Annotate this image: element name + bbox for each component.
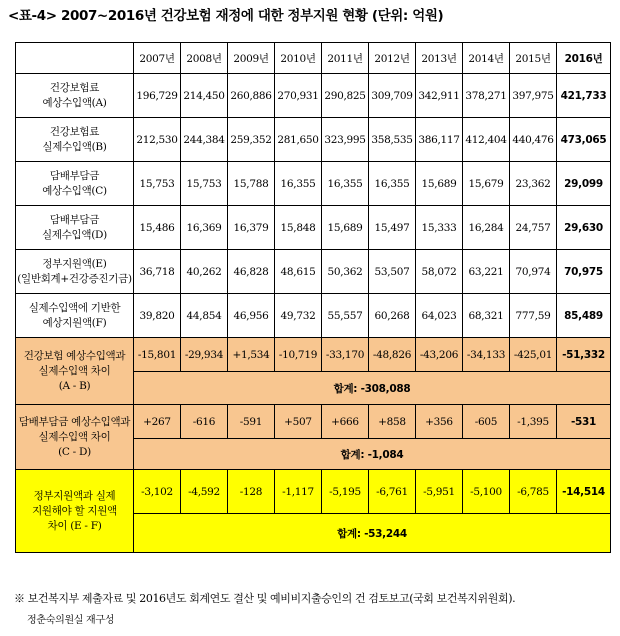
row-label — [16, 162, 134, 206]
value-cell: 40,262 — [181, 250, 228, 294]
table-row — [16, 250, 611, 294]
table-row — [16, 74, 611, 118]
year-header: 2008년 — [181, 43, 228, 74]
value-cell: 58,072 — [416, 250, 463, 294]
value-cell: 64,023 — [416, 294, 463, 338]
value-cell: 15,848 — [275, 206, 322, 250]
table-row — [16, 206, 611, 250]
row-label — [16, 405, 134, 470]
value-cell: 777,59 — [510, 294, 557, 338]
value-cell: 23,362 — [510, 162, 557, 206]
header-corner-cell — [16, 43, 134, 74]
diff-value-cell: -34,133 — [463, 338, 510, 372]
value-cell: 281,650 — [275, 118, 322, 162]
value-cell: 421,733 — [557, 74, 611, 118]
value-cell: 68,321 — [463, 294, 510, 338]
row-label-line: (일반회계+건강증진기금) — [17, 272, 132, 285]
value-cell: 15,333 — [416, 206, 463, 250]
diff-value-cell: -1,395 — [510, 405, 557, 439]
value-cell: 309,709 — [369, 74, 416, 118]
year-header: 2011년 — [322, 43, 369, 74]
row-label-line: 지원해야 할 지원액 — [32, 504, 117, 517]
footnote: ※ 보건복지부 제출자료 및 2016년도 회계연도 결산 및 예비비지출승인의 건 검토보고(국회 보건복지위원회). — [14, 592, 516, 605]
value-cell: 358,535 — [369, 118, 416, 162]
row-label-line: (C - D) — [58, 445, 91, 458]
diff-value-cell: +267 — [134, 405, 181, 439]
value-cell: 15,486 — [134, 206, 181, 250]
diff-value-cell: -5,951 — [416, 470, 463, 514]
year-header: 2015년 — [510, 43, 557, 74]
diff-value-cell: +356 — [416, 405, 463, 439]
diff_ab-row — [16, 338, 611, 372]
diff-value-cell: -605 — [463, 405, 510, 439]
value-cell: 50,362 — [322, 250, 369, 294]
diff-value-cell: -29,934 — [181, 338, 228, 372]
diff-value-cell: -6,761 — [369, 470, 416, 514]
value-cell: 397,975 — [510, 74, 557, 118]
value-cell: 15,497 — [369, 206, 416, 250]
value-cell: 15,689 — [322, 206, 369, 250]
table-row — [16, 294, 611, 338]
row-label-line: 차이 (E - F) — [47, 519, 102, 532]
row-label-line: 예상수입액(A) — [42, 96, 107, 109]
diff-value-cell: -591 — [228, 405, 275, 439]
row-label — [16, 118, 134, 162]
value-cell: 342,911 — [416, 74, 463, 118]
row-label — [16, 338, 134, 405]
value-cell: 440,476 — [510, 118, 557, 162]
value-cell: 55,557 — [322, 294, 369, 338]
diff-value-cell: -43,206 — [416, 338, 463, 372]
row-label — [16, 250, 134, 294]
value-cell: 212,530 — [134, 118, 181, 162]
value-cell: 16,369 — [181, 206, 228, 250]
value-cell: 260,886 — [228, 74, 275, 118]
value-cell: 29,630 — [557, 206, 611, 250]
diff-value-cell: -531 — [557, 405, 611, 439]
row-label-line: 정부지원액과 실제 — [33, 489, 116, 502]
diff-value-cell: -4,592 — [181, 470, 228, 514]
row-label-line: 실제수입액 차이 — [38, 364, 111, 377]
row-label-line: 실제수입액 차이 — [38, 430, 111, 443]
row-label-line: 건강보험료 — [49, 81, 100, 94]
value-cell: 16,379 — [228, 206, 275, 250]
diff-value-cell: -1,117 — [275, 470, 322, 514]
diff-value-cell: -15,801 — [134, 338, 181, 372]
value-cell: 63,221 — [463, 250, 510, 294]
diff-value-cell: -14,514 — [557, 470, 611, 514]
diff-value-cell: +666 — [322, 405, 369, 439]
value-cell: 24,757 — [510, 206, 557, 250]
row-label-line: 실제수입액(D) — [42, 228, 107, 241]
diff-value-cell: -33,170 — [322, 338, 369, 372]
row-label-line: 예상수입액(C) — [42, 184, 107, 197]
total-cell: 합계: -53,244 — [134, 514, 611, 553]
value-cell: 85,489 — [557, 294, 611, 338]
row-label-line: 담배부담금 — [49, 169, 100, 182]
value-cell: 196,729 — [134, 74, 181, 118]
value-cell: 16,355 — [369, 162, 416, 206]
row-label — [16, 470, 134, 553]
source-credit: 정춘숙의원실 재구성 — [27, 615, 115, 626]
row-label-line: 실제수입액에 기반한 — [28, 301, 121, 314]
value-cell: 39,820 — [134, 294, 181, 338]
header-row — [16, 43, 611, 74]
diff_cd-row — [16, 405, 611, 439]
total-cell: 합계: -308,088 — [134, 372, 611, 405]
diff-value-cell: -3,102 — [134, 470, 181, 514]
diff-value-cell: -5,100 — [463, 470, 510, 514]
table-row — [16, 118, 611, 162]
value-cell: 214,450 — [181, 74, 228, 118]
year-header: 2009년 — [228, 43, 275, 74]
value-cell: 378,271 — [463, 74, 510, 118]
table-title: <표-4> 2007~2016년 건강보험 재정에 대한 정부지원 현황 (단위: 억원) — [8, 8, 444, 24]
value-cell: 16,355 — [322, 162, 369, 206]
value-cell: 244,384 — [181, 118, 228, 162]
value-cell: 46,956 — [228, 294, 275, 338]
value-cell: 259,352 — [228, 118, 275, 162]
row-label — [16, 294, 134, 338]
value-cell: 48,615 — [275, 250, 322, 294]
row-label — [16, 206, 134, 250]
value-cell: 323,995 — [322, 118, 369, 162]
row-label-line: 담배부담금 예상수입액과 — [18, 415, 131, 428]
year-header: 2012년 — [369, 43, 416, 74]
value-cell: 16,355 — [275, 162, 322, 206]
value-cell: 15,788 — [228, 162, 275, 206]
diff-value-cell: -51,332 — [557, 338, 611, 372]
diff-value-cell: -6,785 — [510, 470, 557, 514]
value-cell: 36,718 — [134, 250, 181, 294]
year-header: 2014년 — [463, 43, 510, 74]
diff-value-cell: -128 — [228, 470, 275, 514]
value-cell: 16,284 — [463, 206, 510, 250]
value-cell: 15,689 — [416, 162, 463, 206]
row-label-line: 정부지원액(E) — [42, 257, 107, 270]
diff-value-cell: -616 — [181, 405, 228, 439]
diff-value-cell: +858 — [369, 405, 416, 439]
value-cell: 49,732 — [275, 294, 322, 338]
row-label-line: 건강보험 예상수입액과 — [23, 349, 126, 362]
value-cell: 412,404 — [463, 118, 510, 162]
value-cell: 70,974 — [510, 250, 557, 294]
year-header: 2010년 — [275, 43, 322, 74]
value-cell: 46,828 — [228, 250, 275, 294]
value-cell: 386,117 — [416, 118, 463, 162]
row-label-line: 예상지원액(F) — [42, 316, 107, 329]
diff-value-cell: -48,826 — [369, 338, 416, 372]
year-header: 2013년 — [416, 43, 463, 74]
diff-value-cell: -10,719 — [275, 338, 322, 372]
year-header: 2016년 — [557, 43, 611, 74]
value-cell: 15,679 — [463, 162, 510, 206]
total-cell: 합계: -1,084 — [134, 439, 611, 470]
row-label-line: 건강보험료 — [49, 125, 100, 138]
value-cell: 15,753 — [134, 162, 181, 206]
diff-value-cell: +1,534 — [228, 338, 275, 372]
row-label-line: (A - B) — [58, 379, 91, 392]
value-cell: 15,753 — [181, 162, 228, 206]
year-header: 2007년 — [134, 43, 181, 74]
row-label-line: 실제수입액(B) — [42, 140, 107, 153]
table-row — [16, 162, 611, 206]
diff-value-cell: -425,01 — [510, 338, 557, 372]
value-cell: 29,099 — [557, 162, 611, 206]
row-label-line: 담배부담금 — [49, 213, 100, 226]
row-label — [16, 74, 134, 118]
diff-value-cell: -5,195 — [322, 470, 369, 514]
value-cell: 53,507 — [369, 250, 416, 294]
value-cell: 270,931 — [275, 74, 322, 118]
value-cell: 70,975 — [557, 250, 611, 294]
value-cell: 473,065 — [557, 118, 611, 162]
value-cell: 290,825 — [322, 74, 369, 118]
gov-support-table — [15, 42, 611, 553]
diff-value-cell: +507 — [275, 405, 322, 439]
value-cell: 44,854 — [181, 294, 228, 338]
value-cell: 60,268 — [369, 294, 416, 338]
diff_ef-row — [16, 470, 611, 514]
